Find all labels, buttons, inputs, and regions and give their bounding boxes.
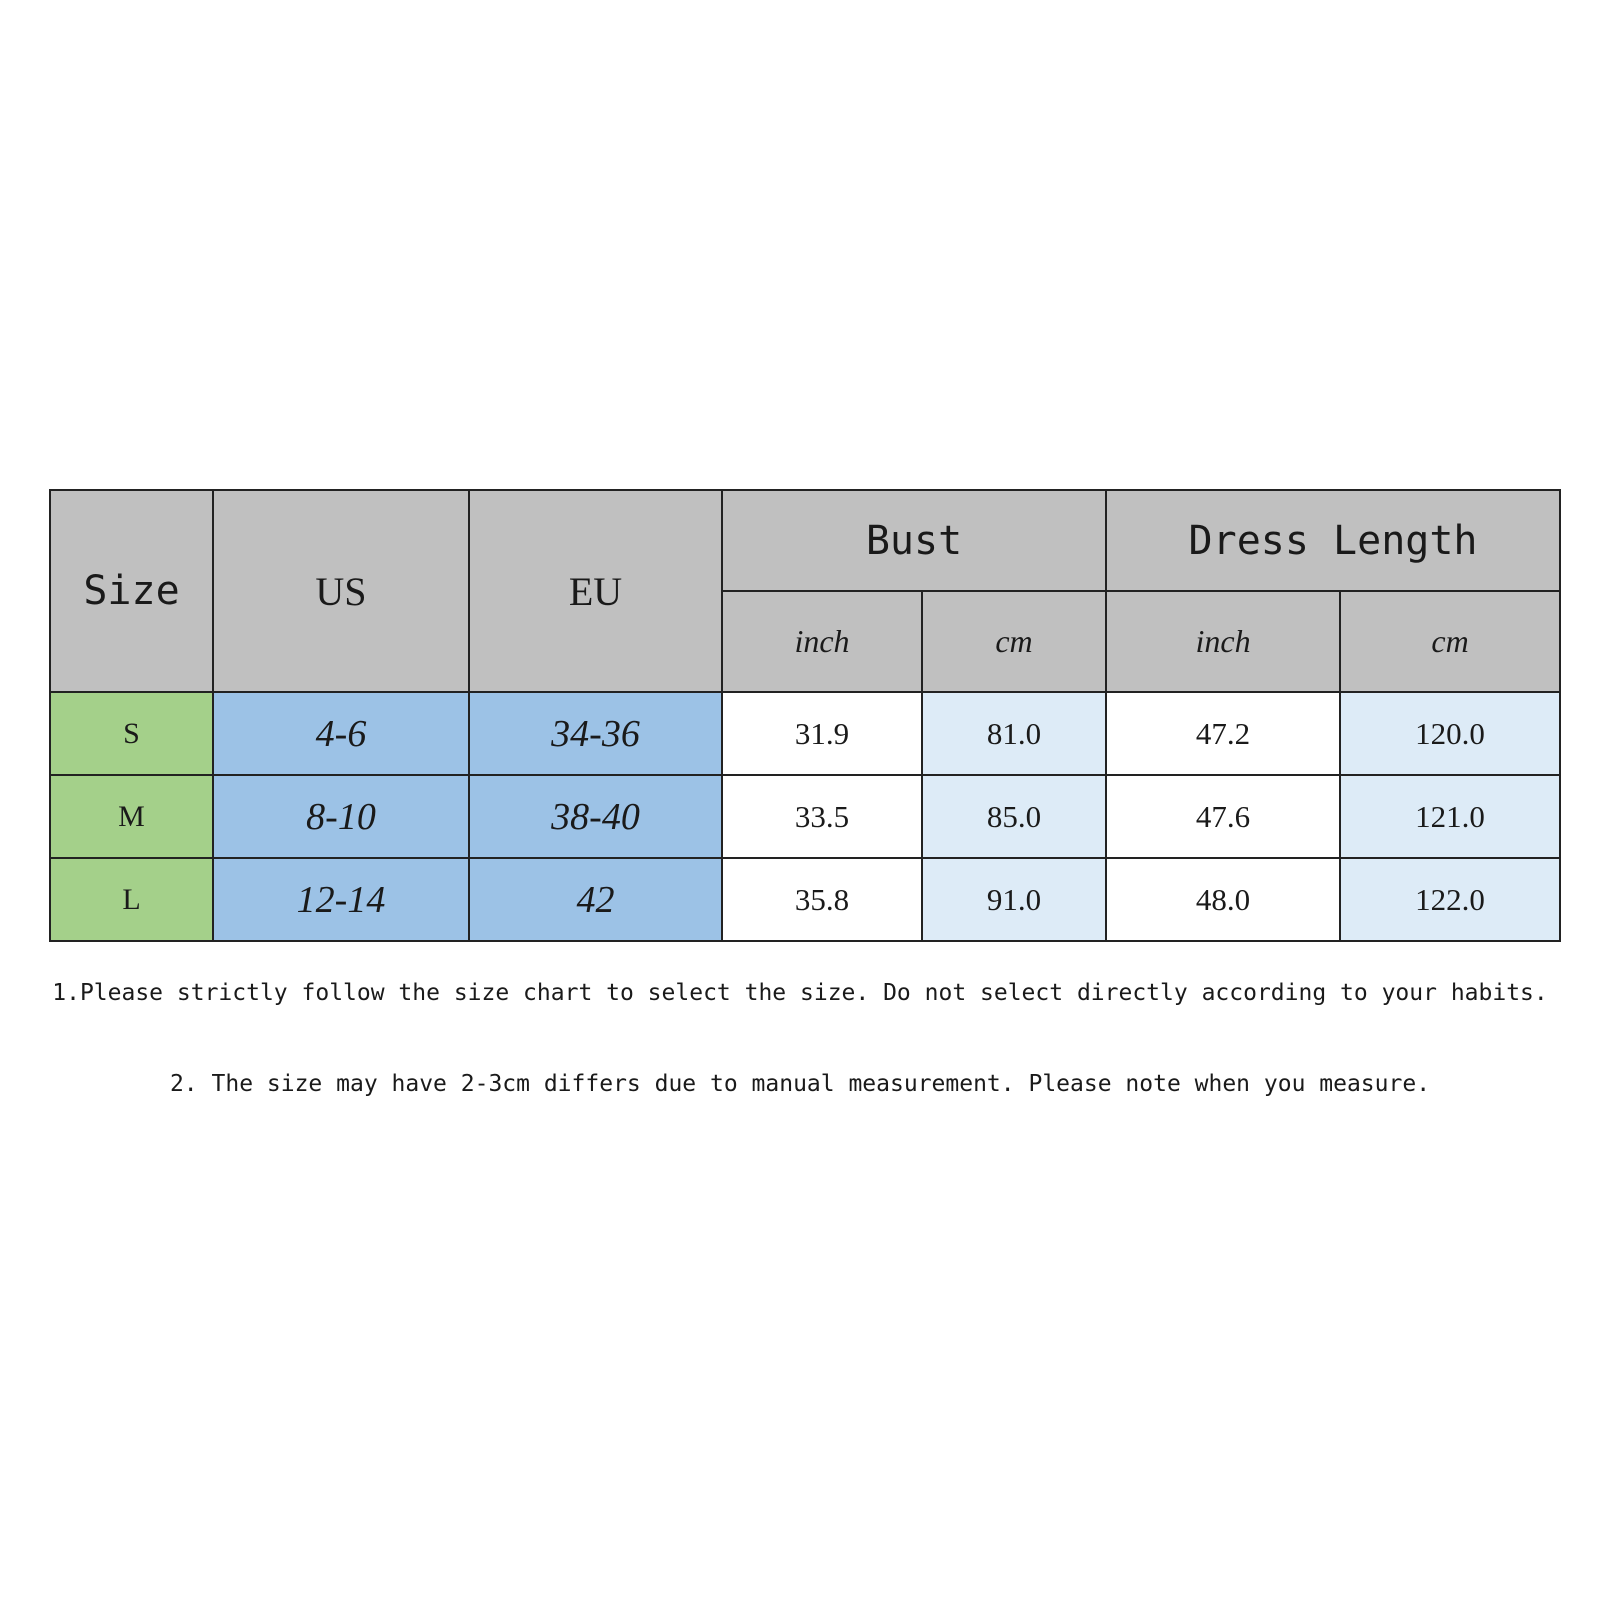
cell-us: 12-14: [213, 858, 469, 941]
cell-length-inch: 48.0: [1106, 858, 1340, 941]
header-eu: EU: [469, 490, 722, 692]
cell-bust-inch: 33.5: [722, 775, 922, 858]
header-dress-length: Dress Length: [1106, 490, 1560, 591]
size-table: [49, 489, 1561, 942]
header-bust: Bust: [722, 490, 1106, 591]
cell-bust-cm: 91.0: [922, 858, 1106, 941]
table-row: [50, 775, 1560, 858]
header-bust-cm: cm: [922, 591, 1106, 692]
cell-us: 8-10: [213, 775, 469, 858]
cell-size: M: [50, 775, 213, 858]
cell-size: S: [50, 692, 213, 775]
cell-eu: 34-36: [469, 692, 722, 775]
header-length-inch: inch: [1106, 591, 1340, 692]
cell-us: 4-6: [213, 692, 469, 775]
cell-bust-cm: 81.0: [922, 692, 1106, 775]
table-row: [50, 858, 1560, 941]
cell-length-inch: 47.6: [1106, 775, 1340, 858]
header-size: Size: [50, 490, 213, 692]
header-length-cm: cm: [1340, 591, 1560, 692]
cell-eu: 38-40: [469, 775, 722, 858]
note-measurement-tolerance: 2. The size may have 2-3cm differs due to manual measurement. Please note when you measure.: [169, 1071, 1431, 1097]
cell-bust-inch: 35.8: [722, 858, 922, 941]
cell-length-cm: 120.0: [1340, 692, 1560, 775]
note-size-chart-advice: 1.Please strictly follow the size chart to select the size. Do not select directly according to your habits.: [52, 980, 1548, 1006]
cell-bust-cm: 85.0: [922, 775, 1106, 858]
table-row: [50, 692, 1560, 775]
cell-eu: 42: [469, 858, 722, 941]
cell-length-cm: 121.0: [1340, 775, 1560, 858]
cell-length-cm: 122.0: [1340, 858, 1560, 941]
header-bust-inch: inch: [722, 591, 922, 692]
header-row-main: [50, 490, 1560, 591]
size-chart: [49, 489, 1559, 942]
cell-bust-inch: 31.9: [722, 692, 922, 775]
cell-size: L: [50, 858, 213, 941]
cell-length-inch: 47.2: [1106, 692, 1340, 775]
header-us: US: [213, 490, 469, 692]
